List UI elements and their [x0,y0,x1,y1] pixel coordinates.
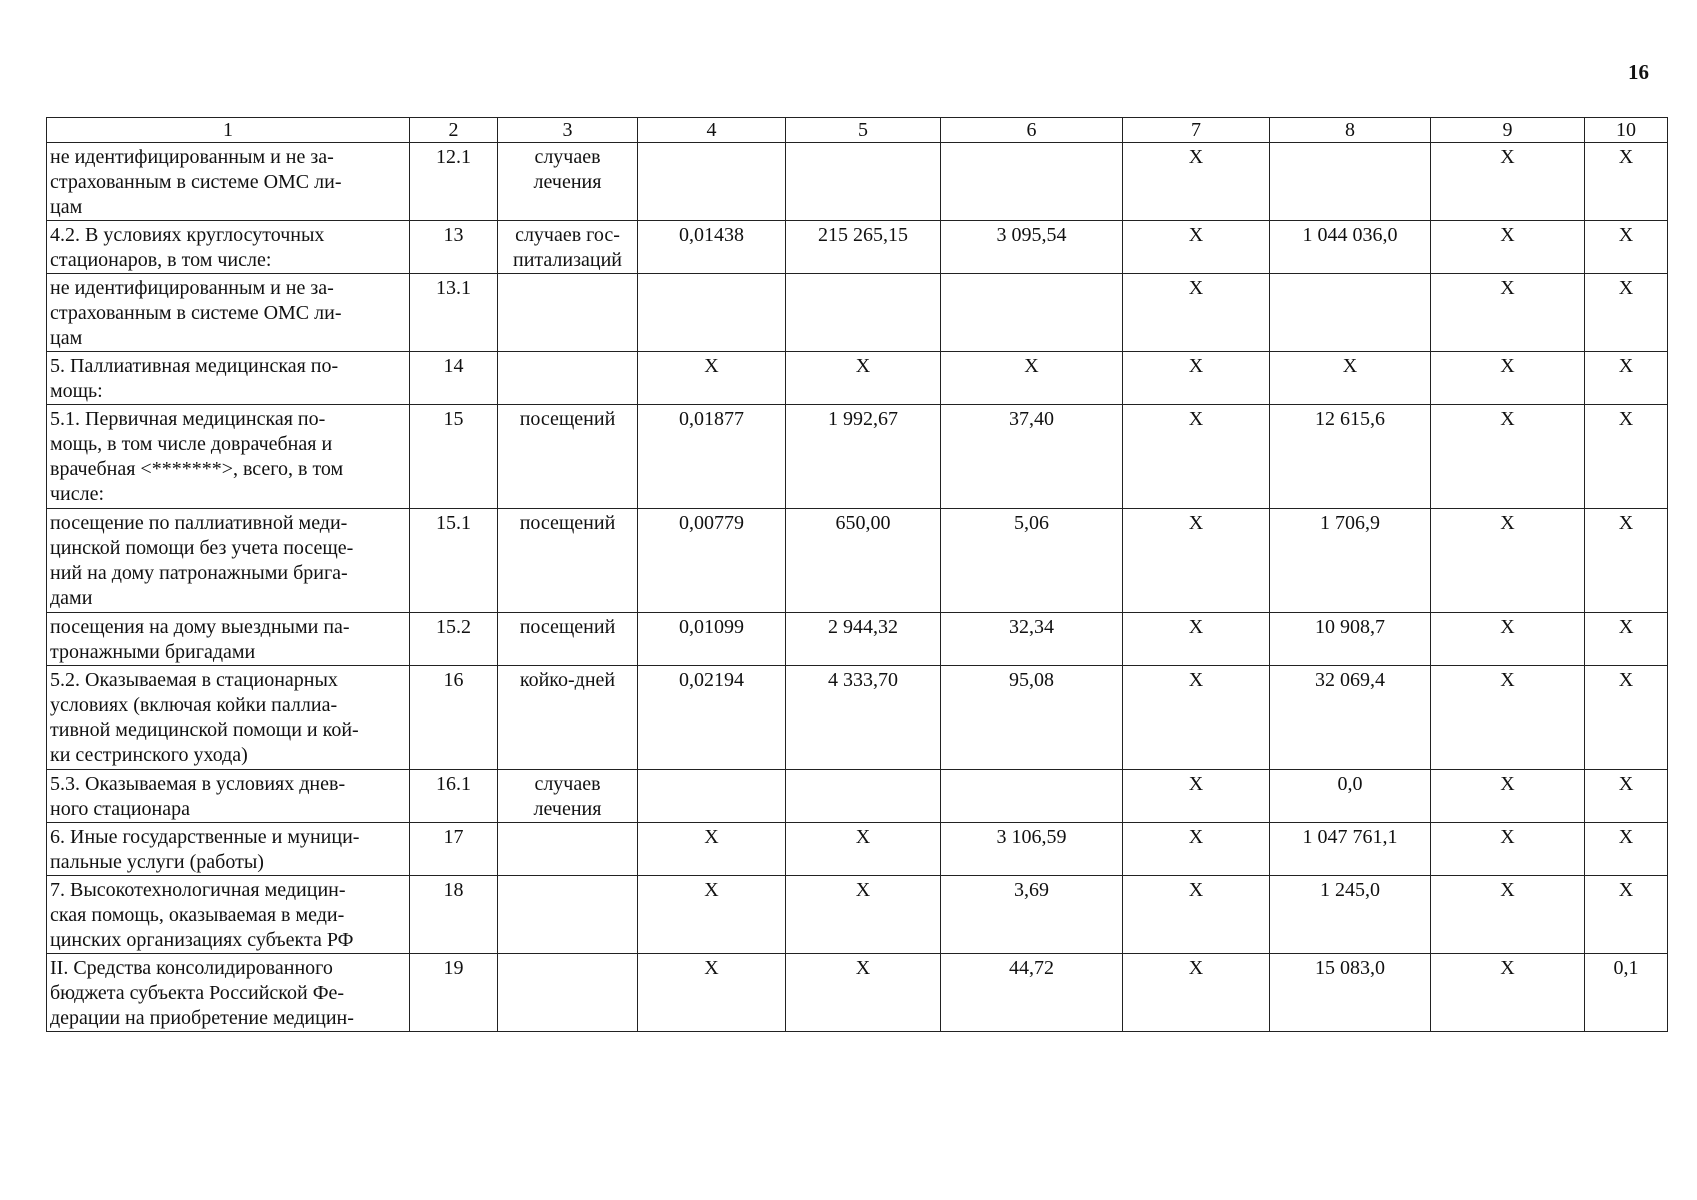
value-cell: 650,00 [786,509,941,613]
value-cell: X [1123,954,1270,1032]
value-cell [498,876,638,954]
value-cell: 0,01099 [638,613,786,666]
table-row [47,613,1668,666]
value-cell: X [1431,876,1585,954]
value-cell [498,954,638,1032]
value-cell: 17 [410,823,498,876]
value-cell: X [1123,405,1270,509]
value-cell [786,274,941,352]
row-label-cell: II. Средства консолидированного бюджета субъекта Российской Фе- дерации на приобретение медицин- [47,954,410,1032]
value-cell: 95,08 [941,666,1123,770]
value-cell: X [941,352,1123,405]
value-cell: 0,02194 [638,666,786,770]
value-cell: случаев лечения [498,770,638,823]
table-row [47,143,1668,221]
value-cell: 14 [410,352,498,405]
table-row [47,221,1668,274]
value-cell: случаев гос- питализаций [498,221,638,274]
value-cell: X [1123,876,1270,954]
row-label-cell: 5.3. Оказываемая в условиях днев- ного стационара [47,770,410,823]
value-cell: 15.2 [410,613,498,666]
value-cell: X [786,823,941,876]
table-row [47,954,1668,1032]
value-cell [638,274,786,352]
value-cell [498,823,638,876]
column-number-cell: 2 [410,118,498,143]
value-cell: койко-дней [498,666,638,770]
page-number: 16 [1628,60,1649,84]
value-cell: X [1123,770,1270,823]
value-cell: X [1431,274,1585,352]
value-cell [941,143,1123,221]
column-number-cell: 4 [638,118,786,143]
value-cell: X [1123,221,1270,274]
header-row [47,118,1668,143]
row-label-cell: не идентифицированным и не за- страхованным в системе ОМС ли- цам [47,143,410,221]
value-cell: 1 992,67 [786,405,941,509]
value-cell: X [1585,770,1668,823]
value-cell: X [1123,509,1270,613]
value-cell: X [1123,666,1270,770]
value-cell: 44,72 [941,954,1123,1032]
value-cell: 4 333,70 [786,666,941,770]
value-cell: X [1123,143,1270,221]
value-cell: X [1585,352,1668,405]
value-cell: 0,0 [1270,770,1431,823]
value-cell: 0,01877 [638,405,786,509]
row-label-cell: 7. Высокотехнологичная медицин- ская помощь, оказываемая в меди- цинских организациях субъекта РФ [47,876,410,954]
value-cell: X [638,823,786,876]
value-cell: 215 265,15 [786,221,941,274]
value-cell: 15 083,0 [1270,954,1431,1032]
row-label-cell: 6. Иные государственные и муници- пальные услуги (работы) [47,823,410,876]
data-table [46,117,1668,1032]
value-cell: 1 044 036,0 [1270,221,1431,274]
value-cell: X [1431,613,1585,666]
value-cell: 37,40 [941,405,1123,509]
value-cell: X [1123,274,1270,352]
column-number-cell: 1 [47,118,410,143]
value-cell: X [1123,352,1270,405]
column-number-cell: 6 [941,118,1123,143]
value-cell: X [1585,823,1668,876]
value-cell [786,143,941,221]
value-cell: случаев лечения [498,143,638,221]
value-cell: X [1123,823,1270,876]
value-cell [786,770,941,823]
value-cell: 32 069,4 [1270,666,1431,770]
value-cell: 1 706,9 [1270,509,1431,613]
value-cell: 13.1 [410,274,498,352]
value-cell: 0,1 [1585,954,1668,1032]
value-cell: X [1585,143,1668,221]
value-cell: X [786,954,941,1032]
value-cell: 3 106,59 [941,823,1123,876]
value-cell: 12.1 [410,143,498,221]
value-cell: 2 944,32 [786,613,941,666]
value-cell: X [1431,221,1585,274]
value-cell: X [1431,954,1585,1032]
column-number-cell: 10 [1585,118,1668,143]
value-cell [1270,274,1431,352]
value-cell: X [1431,770,1585,823]
value-cell: 15.1 [410,509,498,613]
value-cell: 1 245,0 [1270,876,1431,954]
value-cell: X [1431,352,1585,405]
row-label-cell: 5.2. Оказываемая в стационарных условиях (включая койки паллиа- тивной медицинской помощи и кой- ки сестринского ухода) [47,666,410,770]
value-cell: 32,34 [941,613,1123,666]
value-cell: X [1585,666,1668,770]
value-cell: X [1585,876,1668,954]
value-cell: 0,01438 [638,221,786,274]
column-number-cell: 3 [498,118,638,143]
value-cell: X [638,954,786,1032]
table-row [47,876,1668,954]
value-cell: X [638,876,786,954]
value-cell: X [1431,509,1585,613]
value-cell [941,770,1123,823]
table-row [47,405,1668,509]
value-cell: 16 [410,666,498,770]
value-cell: посещений [498,405,638,509]
table-row [47,274,1668,352]
value-cell: X [1270,352,1431,405]
value-cell: X [638,352,786,405]
value-cell [941,274,1123,352]
value-cell: 3 095,54 [941,221,1123,274]
value-cell: 0,00779 [638,509,786,613]
value-cell: 15 [410,405,498,509]
value-cell [498,352,638,405]
row-label-cell: 4.2. В условиях круглосуточных стационаров, в том числе: [47,221,410,274]
value-cell: X [1585,509,1668,613]
value-cell [638,770,786,823]
table-row [47,823,1668,876]
row-label-cell: 5. Паллиативная медицинская по- мощь: [47,352,410,405]
value-cell: X [1431,405,1585,509]
value-cell: посещений [498,613,638,666]
row-label-cell: не идентифицированным и не за- страхованным в системе ОМС ли- цам [47,274,410,352]
value-cell: X [1585,613,1668,666]
value-cell: 19 [410,954,498,1032]
row-label-cell: 5.1. Первичная медицинская по- мощь, в том числе доврачебная и врачебная <*******>, всего, в том числе: [47,405,410,509]
value-cell: 3,69 [941,876,1123,954]
value-cell: 16.1 [410,770,498,823]
value-cell: X [1431,143,1585,221]
value-cell: 13 [410,221,498,274]
table-row [47,509,1668,613]
value-cell: X [1123,613,1270,666]
column-number-cell: 9 [1431,118,1585,143]
value-cell: 12 615,6 [1270,405,1431,509]
value-cell: 1 047 761,1 [1270,823,1431,876]
value-cell: X [1585,221,1668,274]
value-cell: X [1585,274,1668,352]
value-cell [498,274,638,352]
table-row [47,666,1668,770]
column-number-cell: 8 [1270,118,1431,143]
value-cell: X [786,352,941,405]
column-number-cell: 5 [786,118,941,143]
value-cell: X [1431,666,1585,770]
table-row [47,770,1668,823]
value-cell: X [1431,823,1585,876]
value-cell [1270,143,1431,221]
value-cell [638,143,786,221]
value-cell: 10 908,7 [1270,613,1431,666]
column-number-cell: 7 [1123,118,1270,143]
value-cell: X [1585,405,1668,509]
value-cell: X [786,876,941,954]
value-cell: 18 [410,876,498,954]
value-cell: 5,06 [941,509,1123,613]
table-row [47,352,1668,405]
row-label-cell: посещения на дому выездными па- тронажными бригадами [47,613,410,666]
row-label-cell: посещение по паллиативной меди- цинской помощи без учета посеще- ний на дому патронажными брига- дами [47,509,410,613]
value-cell: посещений [498,509,638,613]
